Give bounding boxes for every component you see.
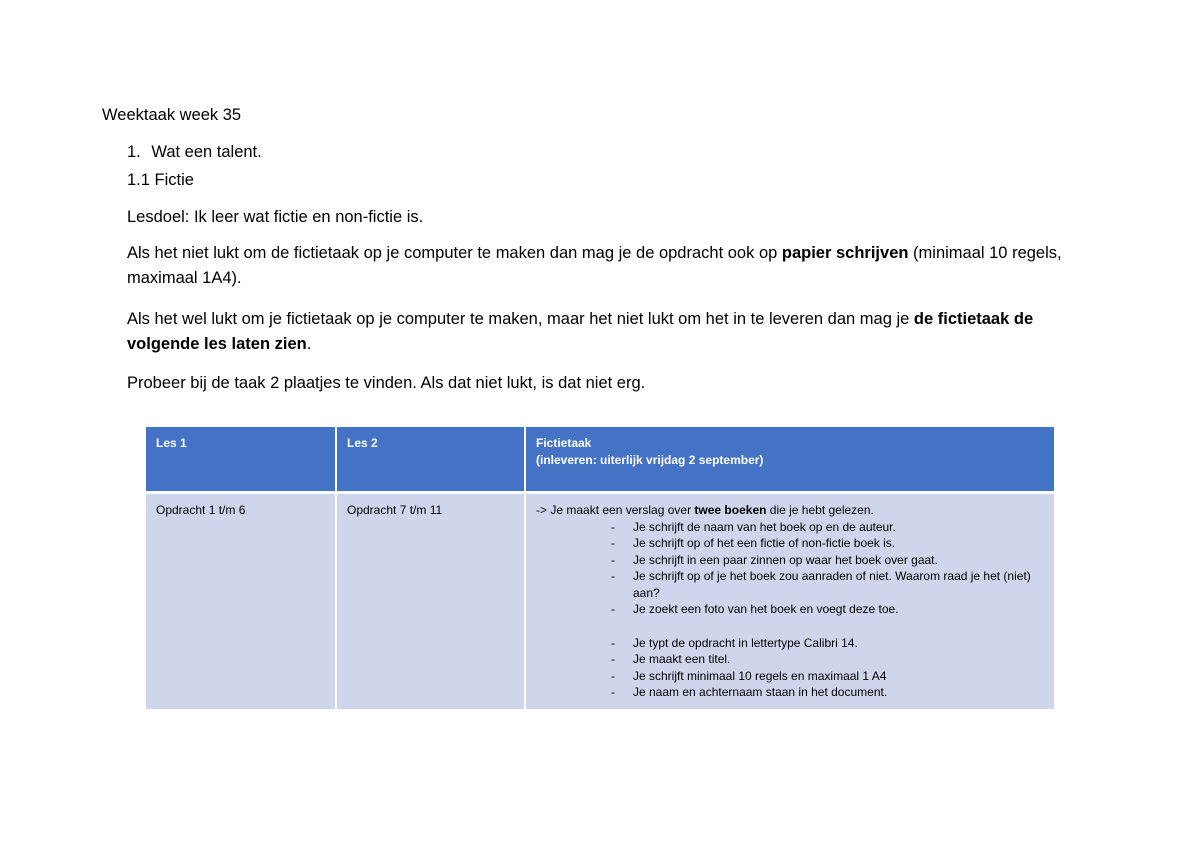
numbered-list-item [127,140,262,164]
cell-fictietaak [526,491,1054,709]
paragraph-paper-option [127,241,1087,291]
task-table [146,427,1054,709]
table-row [146,491,1054,709]
header-fictietaak [526,427,1054,491]
paragraph-bold-text: papier schrijven [781,244,909,262]
paragraph-bold-text: de fictietaak de volgende les laten zien [127,310,1034,353]
list-item: - Je schrijft minimaal 10 regels en maximaal 1 A4 [611,668,1044,685]
task-intro [536,502,1044,519]
task-bullets-2 [536,635,1044,701]
list-item: - Je typt de opdracht in lettertype Calibri 14. [611,635,1044,652]
list-item: - Je zoekt een foto van het boek en voegt deze toe. [611,601,1044,618]
list-item-text: Wat een talent. [151,143,262,161]
list-item: - Je naam en achternaam staan in het document. [611,684,1044,701]
list-item: - Je schrijft de naam van het boek op en de auteur. [611,519,1044,536]
document-heading: Weektaak week 35 [102,106,242,124]
paragraph-show-option [127,307,1087,357]
paragraph-images: Probeer bij de taak 2 plaatjes te vinden. Als dat niet lukt, is dat niet erg. [127,374,646,392]
spacer [536,618,1044,635]
subheading: 1.1 Fictie [127,171,194,189]
header-fictietaak-title: Fictietaak [536,436,592,450]
task-intro-text: die je hebt gelezen. [766,503,874,517]
table-header-row [146,427,1054,491]
task-bullets-1 [536,519,1044,618]
lesdoel-text: Lesdoel: Ik leer wat fictie en non-fictie is. [127,208,424,226]
paragraph-text: Als het niet lukt om de fictietaak op je computer te maken dan mag je de opdracht ook op [127,244,782,262]
task-intro-bold: twee boeken [694,503,767,517]
list-item: - Je schrijft in een paar zinnen op waar het boek over gaat. [611,552,1044,569]
list-item: - Je maakt een titel. [611,651,1044,668]
paragraph-text: . [306,335,312,353]
list-item: - Je schrijft op of het een fictie of non-fictie boek is. [611,535,1044,552]
header-les-2: Les 2 [337,427,526,491]
header-les-1: Les 1 [146,427,337,491]
task-intro-text: -> Je maakt een verslag over [536,503,695,517]
cell-les-2: Opdracht 7 t/m 11 [337,491,526,709]
header-fictietaak-deadline: (inleveren: uiterlijk vrijdag 2 september) [536,452,764,467]
list-item: - Je schrijft op of je het boek zou aanraden of niet. Waarom raad je het (niet) aan? [611,568,1044,601]
cell-les-1: Opdracht 1 t/m 6 [146,491,337,709]
paragraph-text: Als het wel lukt om je fictietaak op je computer te maken, maar het niet lukt om het in te leveren dan mag je [127,310,914,328]
list-number: 1. [127,143,141,161]
paragraph-text: (minimaal 10 regels, maximaal 1A4). [127,244,1062,287]
